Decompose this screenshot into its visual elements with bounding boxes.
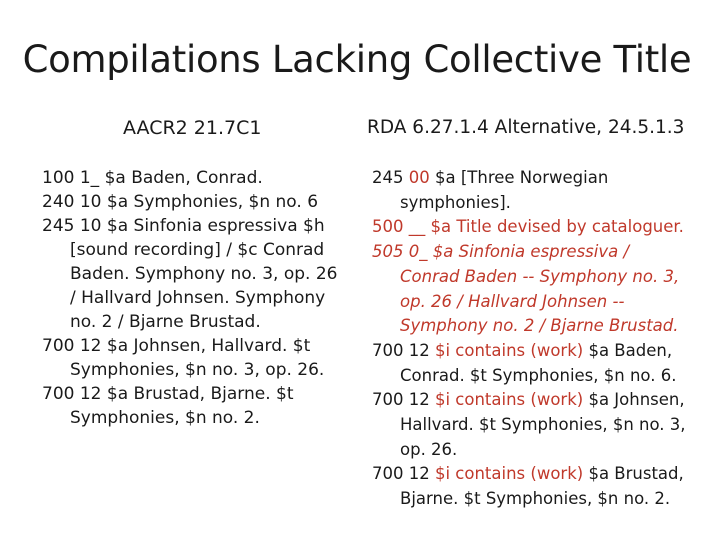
rda-700-field-johnsen: 700 12 $i contains (work) $a Johnsen, Hallvard. $t Symphonies, $n no. 3, op. 26. <box>372 390 686 459</box>
rda-700-field-baden: 700 12 $i contains (work) $a Baden, Conrad. $t Symphonies, $n no. 6. <box>372 340 677 385</box>
aacr2-record <box>42 166 362 430</box>
marc-700-field-brustad: 700 12 $a Brustad, Bjarne. $t Symphonies, $n no. 2. <box>42 384 294 428</box>
slide-title: Compilations Lacking Collective Title <box>22 38 692 81</box>
rda-500-field: 500 __ $a Title devised by cataloguer. <box>372 217 684 237</box>
aacr2-heading: AACR2 21.7C1 <box>123 117 262 139</box>
marc-245-field: 245 10 $a Sinfonia espressiva $h [sound recording] / $c Conrad Baden. Symphony no. 3, op. 26 / Hallvard Johnsen. Symphony no. 2 / Bjarne Brustad. <box>42 216 338 332</box>
rda-record <box>372 166 717 512</box>
marc-240-field: 240 10 $a Symphonies, $n no. 6 <box>42 192 319 212</box>
rda-700-field-brustad: 700 12 $i contains (work) $a Brustad, Bjarne. $t Symphonies, $n no. 2. <box>372 464 684 509</box>
rda-245-field: 245 00 $a [Three Norwegian symphonies]. <box>372 168 609 212</box>
rda-505-field: 505 0_ $a Sinfonia espressiva / Conrad Baden -- Symphony no. 3, op. 26 / Hallvard Johnsen -- Symphony no. 2 / Bjarne Brustad. <box>372 242 680 336</box>
rda-heading: RDA 6.27.1.4 Alternative, 24.5.1.3 <box>367 117 685 138</box>
marc-100-field: 100 1_ $a Baden, Conrad. <box>42 168 263 188</box>
marc-700-field-johnsen: 700 12 $a Johnsen, Hallvard. $t Symphonies, $n no. 3, op. 26. <box>42 336 325 380</box>
